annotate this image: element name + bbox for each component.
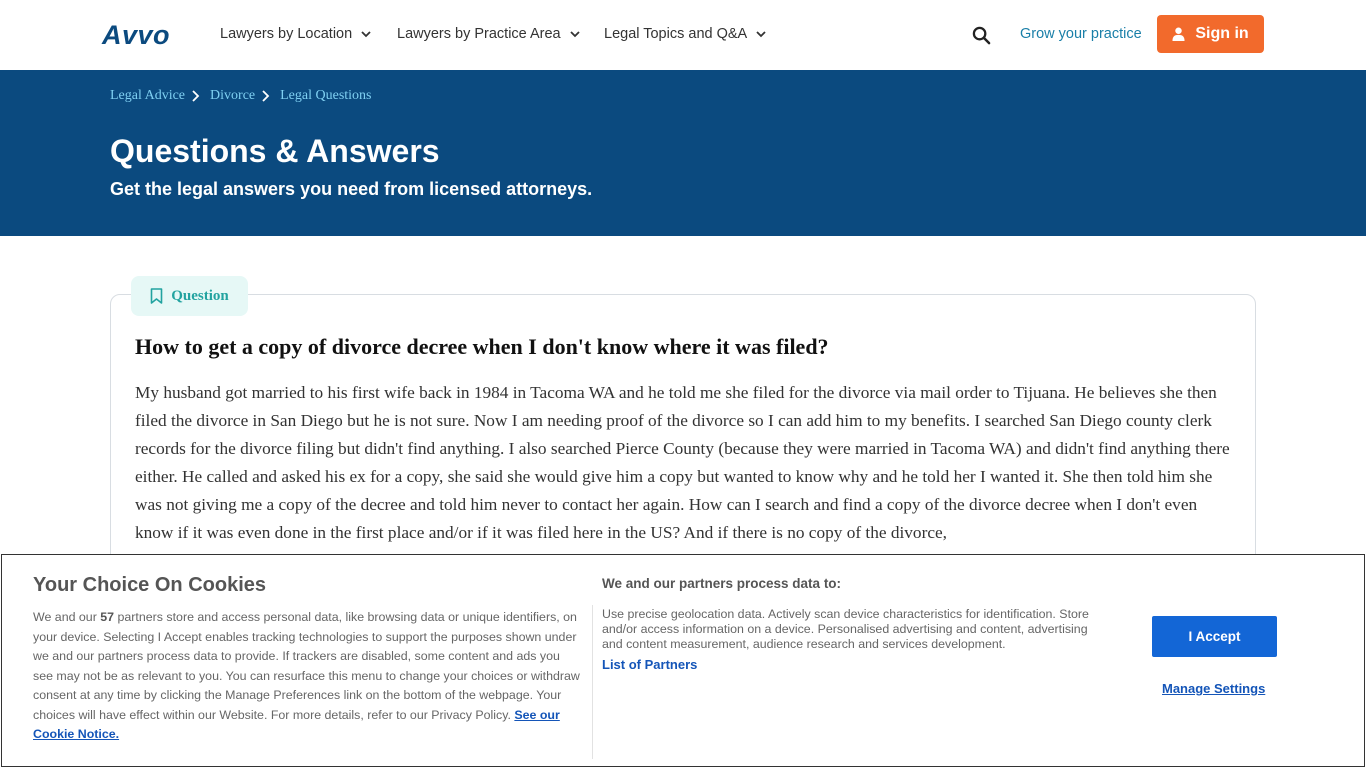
manage-settings-link[interactable]: Manage Settings (1162, 681, 1266, 696)
cookie-title: Your Choice On Cookies (33, 574, 266, 596)
page-title: Questions & Answers (110, 133, 440, 169)
question-tag-label: Question (171, 287, 229, 304)
cookie-consent-banner (1, 554, 1365, 767)
cookie-divider (592, 605, 593, 759)
cookie-description (33, 608, 581, 745)
page-subtitle: Get the legal answers you need from licensed attorneys. (110, 179, 593, 199)
question-title: How to get a copy of divorce decree when I don't know where it was filed? (135, 334, 829, 359)
partner-count: 57 (100, 610, 115, 624)
breadcrumb-legal-advice[interactable]: Legal Advice (110, 88, 186, 103)
question-tag (131, 276, 248, 316)
cookie-text-start: We and our (33, 610, 101, 624)
chevron-right-icon (261, 90, 270, 102)
chevron-down-icon (755, 28, 767, 40)
nav-lawyers-by-location[interactable] (220, 26, 372, 42)
hero-banner (0, 70, 1366, 236)
breadcrumb (110, 88, 372, 104)
user-icon (1172, 27, 1185, 41)
breadcrumb-legal-questions[interactable]: Legal Questions (280, 88, 372, 103)
chevron-down-icon (569, 28, 581, 40)
list-of-partners-link[interactable]: List of Partners (602, 657, 698, 672)
sign-in-label: Sign in (1195, 25, 1249, 42)
cookie-notice-link[interactable]: See our Cookie Notice. (33, 707, 560, 741)
avvo-logo[interactable]: Avvo (102, 20, 171, 50)
accept-cookies-button[interactable]: I Accept (1152, 616, 1277, 657)
grow-your-practice-link[interactable]: Grow your practice (1020, 26, 1142, 42)
cookie-text-rest: partners store and access personal data, like browsing data or unique identifiers, on your device. Selecting I Accept enables tracking technologies to support the purposes shown under we and our partners process data to provide. If trackers are disabled, some content and ads you see may not be as relevant to you. You can resurface this menu to change your choices or withdraw consent at any time by clicking the Manage Preferences link on the bottom of the webpage. Your choices will have effect within our Website. For more details, refer to our Privacy Policy. (33, 610, 580, 722)
nav-label: Lawyers by Location (220, 26, 353, 42)
nav-label: Lawyers by Practice Area (397, 26, 561, 42)
nav-label: Legal Topics and Q&A (604, 26, 748, 42)
cookie-purposes-list: Use precise geolocation data. Actively scan device characteristics for identification. Store and/or access information on a device. Personalised advertising and content, advertising and content measurement, audience research and services development. (602, 607, 1089, 651)
nav-legal-topics[interactable] (604, 26, 767, 42)
nav-lawyers-by-practice-area[interactable] (397, 26, 581, 42)
sign-in-button[interactable] (1157, 15, 1264, 53)
question-body: My husband got married to his first wife back in 1984 in Tacoma WA and he told me she filed for the divorce via mail order to Tijuana. He believes she then filed the divorce in San Diego but he is not sure. Now I am needing proof of the divorce so I can add him to my benefits. I searched San Diego county clerk records for the divorce filing but didn't find anything. I also searched Pierce County (because they were married in Tacoma WA) and didn't find anything there either. He called and asked his ex for a copy, she said she would give him a copy but wanted to know why and he told her I wanted it. She then told him she was not giving me a copy of the decree and told him never to contact her again. How can I search and find a copy of the divorce decree when I don't even know if it was even done in the first place and/or if it was filed here in the US? And if there is no copy of the divorce, (135, 383, 1230, 542)
search-icon[interactable] (972, 26, 991, 45)
chevron-right-icon (191, 90, 200, 102)
bookmark-icon (150, 288, 163, 304)
cookie-purposes-title: We and our partners process data to: (602, 576, 842, 591)
top-navigation (0, 0, 1366, 70)
breadcrumb-divorce[interactable]: Divorce (210, 88, 256, 103)
chevron-down-icon (360, 28, 372, 40)
